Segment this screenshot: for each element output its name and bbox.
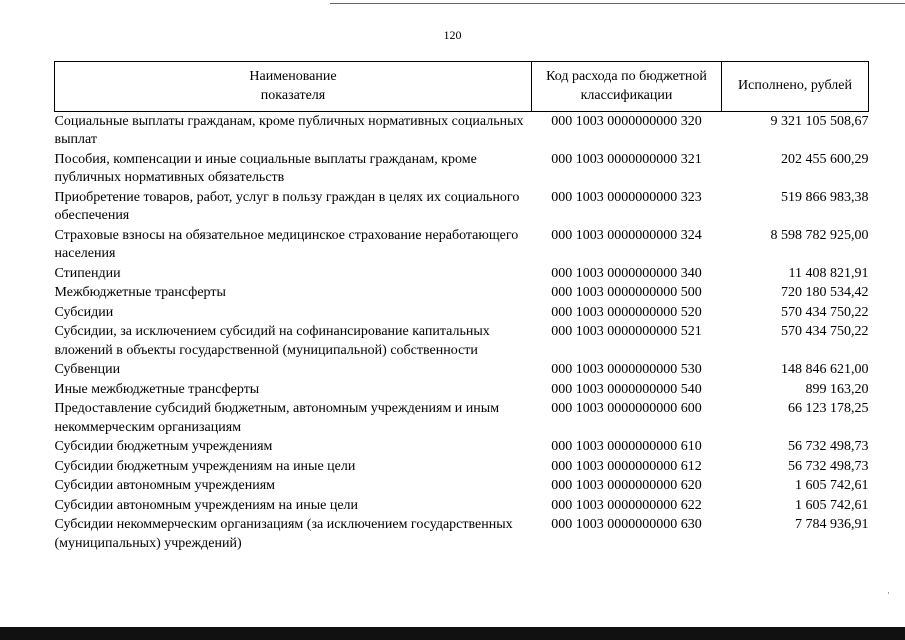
row-executed-amount: 1 605 742,61	[795, 497, 869, 513]
table-row	[55, 226, 869, 264]
row-expense-code: 000 1003 0000000000 340	[551, 265, 702, 281]
table-row	[55, 457, 869, 477]
row-indicator-name: Стипендии	[54, 265, 121, 281]
row-executed-amount: 720 180 534,42	[781, 285, 869, 300]
row-expense-code: 000 1003 0000000000 610	[551, 439, 702, 454]
row-executed-amount: 11 408 821,91	[788, 265, 869, 281]
table-row	[55, 380, 869, 400]
row-executed-amount: 899 163,20	[805, 381, 869, 397]
row-expense-code: 000 1003 0000000000 321	[551, 151, 702, 167]
budget-execution-table	[54, 61, 869, 554]
header-indicator-name-text: Наименование показателя	[249, 69, 337, 103]
row-indicator-name: Предоставление субсидий бюджетным, автономным учреждениям и иным некоммерческим организациям	[54, 401, 500, 435]
row-executed-amount: 56 732 498,73	[788, 439, 869, 454]
row-indicator-name: Страховые взносы на обязательное медицинское страхование неработающего населения	[54, 227, 519, 261]
bottom-scan-border	[0, 627, 905, 640]
row-expense-code: 000 1003 0000000000 520	[551, 304, 702, 320]
table-row	[55, 400, 869, 438]
row-executed-amount: 7 784 936,91	[795, 517, 869, 532]
row-executed-amount: 202 455 600,29	[781, 151, 869, 167]
row-expense-code: 000 1003 0000000000 500	[551, 285, 702, 300]
row-expense-code: 000 1003 0000000000 620	[551, 478, 702, 493]
header-indicator-name	[55, 62, 532, 112]
row-indicator-name: Субсидии некоммерческим организациям (за исключением государственных (муниципальных) учреждений)	[54, 517, 513, 551]
table-row	[55, 361, 869, 381]
row-executed-amount: 9 321 105 508,67	[770, 113, 869, 129]
row-executed-amount: 8 598 782 925,00	[770, 227, 869, 243]
scan-mark: ·	[887, 588, 890, 598]
table-row	[55, 284, 869, 304]
row-executed-amount: 66 123 178,25	[788, 401, 869, 416]
table-row	[55, 516, 869, 554]
header-executed-amount-text: Исполнено, рублей	[738, 78, 852, 94]
row-executed-amount: 1 605 742,61	[795, 478, 869, 493]
page-number: 120	[443, 28, 462, 42]
table-row	[55, 323, 869, 361]
table-header-row	[55, 62, 869, 112]
header-expense-code	[532, 62, 722, 112]
header-expense-code-text: Код расхода по бюджетной классификации	[546, 69, 707, 103]
row-indicator-name: Иные межбюджетные трансферты	[54, 381, 260, 397]
table-row	[55, 188, 869, 226]
row-indicator-name: Субсидии	[54, 304, 114, 320]
row-expense-code: 000 1003 0000000000 530	[551, 362, 702, 377]
row-indicator-name: Пособия, компенсации и иные социальные выплаты гражданам, кроме публичных нормативных обязательств	[54, 151, 477, 185]
row-expense-code: 000 1003 0000000000 612	[551, 458, 702, 474]
table-row	[55, 150, 869, 188]
row-indicator-name: Межбюджетные трансферты	[54, 285, 226, 300]
row-indicator-name: Приобретение товаров, работ, услуг в пользу граждан в целях их социального обеспечения	[54, 189, 520, 223]
row-indicator-name: Субсидии, за исключением субсидий на софинансирование капитальных вложений в объекты государственной (муниципальной) собственности	[54, 324, 490, 358]
row-expense-code: 000 1003 0000000000 600	[551, 401, 702, 416]
row-executed-amount: 519 866 983,38	[781, 189, 869, 205]
row-indicator-name: Субсидии автономным учреждениям	[54, 478, 276, 493]
table-row	[55, 438, 869, 458]
table-row	[55, 477, 869, 497]
table-row	[55, 264, 869, 284]
row-indicator-name: Субсидии бюджетным учреждениям на иные цели	[54, 458, 356, 474]
row-expense-code: 000 1003 0000000000 540	[551, 381, 702, 397]
row-expense-code: 000 1003 0000000000 630	[551, 517, 702, 532]
row-indicator-name: Субвенции	[54, 362, 121, 377]
row-executed-amount: 570 434 750,22	[781, 324, 869, 339]
row-indicator-name: Субсидии бюджетным учреждениям	[54, 439, 273, 454]
row-expense-code: 000 1003 0000000000 622	[551, 497, 702, 513]
table-body	[55, 112, 869, 554]
table-row	[55, 112, 869, 151]
row-expense-code: 000 1003 0000000000 521	[551, 324, 702, 339]
row-executed-amount: 570 434 750,22	[781, 304, 869, 320]
row-expense-code: 000 1003 0000000000 320	[551, 113, 702, 129]
row-expense-code: 000 1003 0000000000 324	[551, 227, 702, 243]
row-indicator-name: Субсидии автономным учреждениям на иные цели	[54, 497, 359, 513]
header-executed-amount	[722, 62, 869, 112]
row-executed-amount: 56 732 498,73	[788, 458, 869, 474]
table-row	[55, 303, 869, 323]
row-executed-amount: 148 846 621,00	[781, 362, 869, 377]
top-rule	[330, 3, 905, 4]
row-expense-code: 000 1003 0000000000 323	[551, 189, 702, 205]
row-indicator-name: Социальные выплаты гражданам, кроме публичных нормативных социальных выплат	[54, 113, 524, 147]
table-row	[55, 496, 869, 516]
